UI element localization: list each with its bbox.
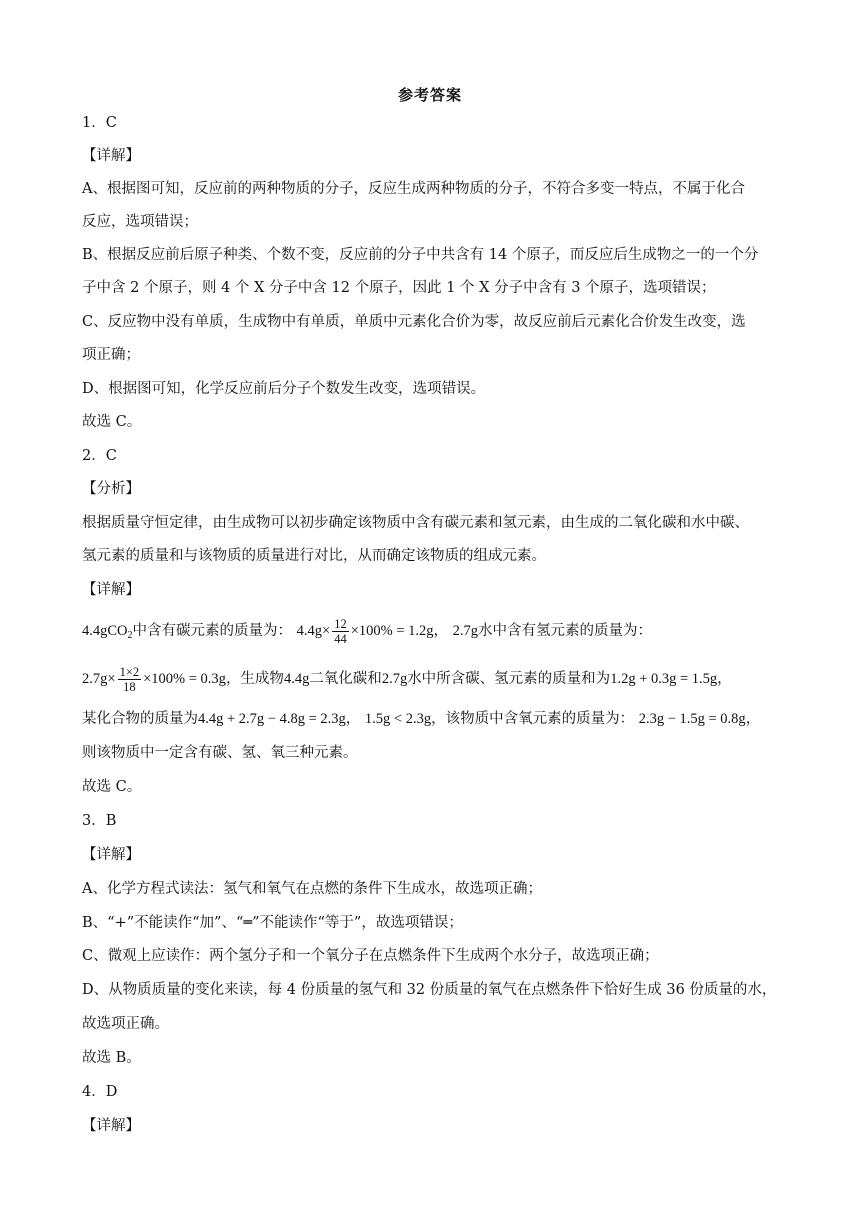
q2-calc-line2: 2.7g× $\frac{1\times 2}{18}$ ×100% = 0.3g，生成物4.4g二氧化碳和2.7g水中所含碳、氢元素的质量和为1.2g + 0.3g = 1.5g， [82, 664, 732, 694]
q3-detail-tag: 【详解】 [82, 847, 140, 863]
co2-mass: 4.4gCO$_2$ [82, 623, 133, 641]
q1-option-b-line2: 子中含 2 个原子，则 4 个 X 分子中含 12 个原子，因此 1 个 X 分子中含有 3 个原子，选项错误； [82, 280, 716, 296]
q3-option-d-line2: 故选项正确。 [82, 1016, 169, 1032]
q1-option-c-line1: C、反应物中没有单质，生成物中有单质，单质中元素化合价为零，故反应前后元素化合价发生改变，选 [82, 314, 746, 330]
q2-answer: 2．C [82, 448, 117, 464]
q2-analysis-line2: 氢元素的质量和与该物质的质量进行对比，从而确定该物质的组成元素。 [82, 548, 546, 564]
q1-conclusion: 故选 C。 [82, 414, 142, 430]
q3-option-a-line1: A、化学方程式读法：氢气和氧气在点燃的条件下生成水，故选项正确； [82, 881, 542, 897]
q2-calc-line4: 则该物质中一定含有碳、氢、氧三种元素。 [82, 745, 358, 761]
q1-option-c-line2: 项正确； [82, 347, 140, 363]
page-title: 参考答案 [397, 86, 462, 104]
q2-calc-line3: 某化合物的质量为4.4g + 2.7g − 4.8g = 2.3g， 1.5g < 2.3g，该物质中含氧元素的质量为： 2.3g − 1.5g = 0.8g， [82, 711, 761, 727]
q3-option-d-line1: D、从物质质量的变化来读，每 4 份质量的氢气和 32 份质量的氧气在点燃条件下恰好生成 36 份质量的水， [82, 982, 777, 998]
q1-answer: 1．C [82, 115, 117, 131]
q3-option-c-line1: C、微观上应读作：两个氢分子和一个氧分子在点燃条件下生成两个水分子，故选项正确； [82, 948, 659, 964]
q4-detail-tag: 【详解】 [82, 1118, 140, 1134]
q2-analysis-line1: 根据质量守恒定律，由生成物可以初步确定该物质中含有碳元素和氢元素，由生成的二氧化碳和水中碳、 [82, 515, 749, 531]
q2-conclusion: 故选 C。 [82, 779, 142, 795]
q3-answer: 3．B [82, 813, 117, 829]
q2-analysis-tag: 【分析】 [82, 481, 140, 497]
carbon-fraction: $\frac{12}{44}$ [334, 616, 347, 646]
q2-detail-tag: 【详解】 [82, 582, 140, 598]
q1-option-b-line1: B、根据反应前后原子种类、个数不变，反应前的分子中共含有 14 个原子，而反应后生成物之一的一个分 [82, 247, 759, 263]
q1-option-d-line1: D、根据图可知，化学反应前后分子个数发生改变，选项错误。 [82, 381, 486, 397]
hydrogen-fraction: $\frac{1\times 2}{18}$ [119, 664, 140, 694]
q2-calc-line1: 4.4gCO$_2$中含有碳元素的质量为： 4.4g× $\frac{12}{44}$ ×100% = 1.2g， 2.7g水中含有氢元素的质量为： [82, 616, 652, 646]
q1-option-a-line1: A、根据图可知，反应前的两种物质的分子，反应生成两种物质的分子，不符合多变一特点，不属于化合 [82, 181, 745, 197]
q3-option-b-line1: B、“+”不能读作“加”、“═”不能读作“等于”，故选项错误； [82, 915, 463, 931]
q4-answer: 4．D [82, 1084, 118, 1100]
q3-conclusion: 故选 B。 [82, 1050, 141, 1066]
q1-option-a-line2: 反应，选项错误； [82, 214, 198, 230]
q1-detail-tag: 【详解】 [82, 148, 140, 164]
